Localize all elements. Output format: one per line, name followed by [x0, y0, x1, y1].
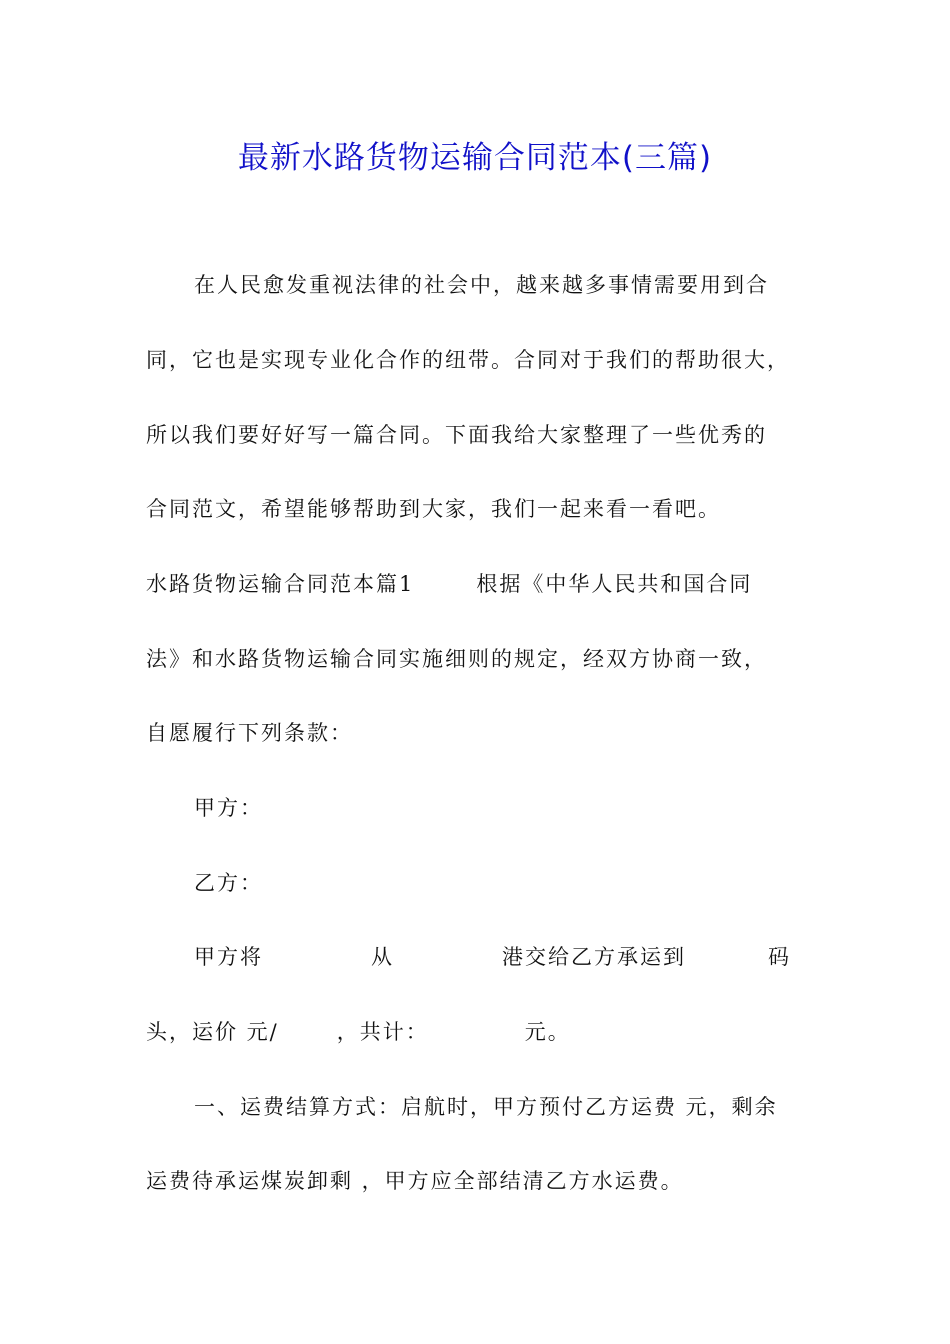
party-b-label: 乙方：	[194, 871, 263, 895]
party-a-label: 甲方：	[194, 796, 263, 820]
clause-part-7: 元。	[524, 1020, 571, 1044]
clause-part-3: 港交给乙方承运到	[502, 945, 686, 969]
document-title: 最新水路货物运输合同范本(三篇)	[237, 140, 713, 176]
fee-line-1: 一、运费结算方式：启航时，甲方预付乙方运费 元，剩余	[194, 1095, 778, 1119]
section1-preamble-line-1: 法》和水路货物运输合同实施细则的规定，经双方协商一致，	[146, 647, 767, 671]
intro-line-1: 在人民愈发重视法律的社会中，越来越多事情需要用到合	[194, 273, 769, 297]
intro-line-4: 合同范文，希望能够帮助到大家，我们一起来看一看吧。	[146, 497, 721, 521]
clause-part-6: ，共计：	[336, 1020, 429, 1044]
intro-line-3: 所以我们要好好写一篇合同。下面我给大家整理了一些优秀的	[146, 423, 767, 447]
clause-part-1: 甲方将	[194, 945, 263, 969]
clause-line-2	[146, 1017, 816, 1047]
clause-line-1	[194, 942, 864, 972]
section1-heading-line	[146, 569, 816, 599]
section1-preamble-start: 根据《中华人民共和国合同	[476, 572, 753, 596]
intro-line-2: 同，它也是实现专业化合作的纽带。合同对于我们的帮助很大，	[146, 348, 790, 372]
clause-part-2: 从	[371, 945, 394, 969]
section1-preamble-line-2: 自愿履行下列条款：	[146, 721, 353, 745]
clause-part-4: 码	[768, 945, 791, 969]
fee-line-2: 运费待承运煤炭卸剩 ，甲方应全部结清乙方水运费。	[146, 1169, 684, 1193]
clause-part-5: 头，运价 元/	[146, 1020, 279, 1044]
section1-heading: 水路货物运输合同范本篇1	[146, 572, 415, 596]
